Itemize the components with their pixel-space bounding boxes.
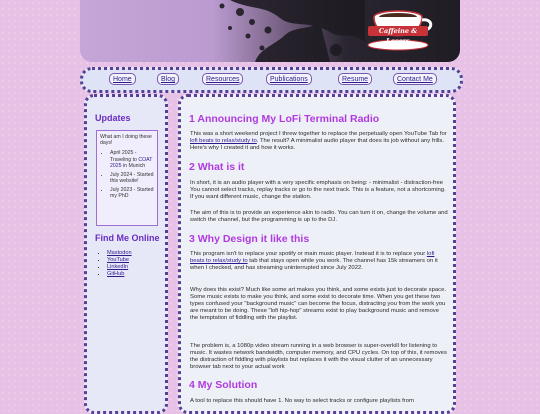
article-paragraph: The aim of this is to provide an experience akin to radio. You can turn it on, change the volume and switch the channel, but the programming is up to the DJ.	[190, 210, 448, 224]
top-navigation	[80, 67, 463, 93]
update-text: in Munich	[121, 163, 146, 169]
sidebar	[84, 94, 168, 414]
nav-publications-link[interactable]: Publications	[266, 73, 312, 85]
section-heading: 3 Why Design it like this	[189, 233, 310, 245]
nav-resources-link[interactable]: Resources	[202, 73, 243, 85]
section-heading: 2 What is it	[189, 161, 245, 173]
nav-contact-link[interactable]: Contact Me	[393, 73, 437, 85]
mastodon-link[interactable]: Mastodon	[107, 250, 132, 256]
article-content	[178, 94, 456, 414]
update-text: April 2025 - Traveling to	[110, 150, 139, 163]
article-paragraph: This program isn't to replace your spotify or main music player. Instead it is to replace your lofi beats to relax/study to tab that stays open while you work. The channel has 15k streamers on it when I checked, and has streaming uninterrupted since July 2022.	[190, 251, 438, 272]
nav-home-link[interactable]: Home	[109, 73, 136, 85]
social-links-list	[95, 250, 132, 278]
linkedin-link[interactable]: LinkedIn	[107, 264, 129, 270]
article-paragraph: A tool to replace this should have 1. No way to select tracks or configure playlists from	[190, 398, 414, 404]
nav-resume-link[interactable]: Resume	[338, 73, 372, 85]
github-link[interactable]: GitHub	[107, 271, 125, 277]
logo-text: Caffeine & Lasers	[368, 26, 428, 36]
coat-2025-link[interactable]: COAT 2025	[110, 156, 153, 169]
update-text: July 2023 - Started my PhD	[110, 186, 154, 199]
updates-heading: Updates	[95, 113, 131, 123]
lofi-link[interactable]: lofi beats to relax/study to	[190, 251, 435, 265]
article-paragraph: In short, it is an audio player with a very specific emphasis on being: - minimalist - distraction-free You cannot select tracks, replay tracks or go to the next track. This is a feature, not a shortcoming. If you want different music, change the station.	[190, 180, 446, 201]
updates-intro: What am I doing these days!	[100, 134, 152, 146]
update-item	[110, 172, 154, 185]
updates-list	[100, 150, 154, 200]
update-item	[110, 150, 154, 170]
article-paragraph: The problem is, a 1080p video stream running in a web browser is super-overkill for listening to music. It wastes network bandwidth, computer memory, and CPU cycles. On top of this, it removes the distraction of fiddling with playlists but replaces it with the visual clutter of an unnecessary browser tab next to your actual work	[190, 343, 447, 371]
update-item	[110, 187, 154, 200]
article-paragraph: Why does this exist? Much like some art makes you think, and some exists just to decorate space. Some music exists to make you think, and some exist to decorate time. When you get these two types confused your "background music" can become the focus, distracting you from the work you are meant to be doing. These "lofi hip-hop" streams exist to play background music and remove the temptation of fiddling with the playlist.	[190, 287, 447, 322]
section-heading: 4 My Solution	[189, 379, 258, 391]
find-me-heading: Find Me Online	[95, 233, 160, 243]
update-text: July 2024 - Started this website!	[110, 171, 154, 184]
updates-box	[96, 130, 158, 226]
nav-blog-link[interactable]: Blog	[157, 73, 179, 85]
section-heading: 1 Announcing My LoFi Terminal Radio	[189, 113, 380, 125]
youtube-link[interactable]: YouTube	[107, 257, 129, 263]
article-paragraph: This was a short weekend project I threw together to replace the perpetually open YouTube Tab for lofi beats to relax/study to. The result? A minimalist audio player that does its job without any frills. Here's why I created it and how it works.	[190, 131, 447, 152]
lofi-link[interactable]: lofi beats to relax/study to	[190, 138, 257, 145]
